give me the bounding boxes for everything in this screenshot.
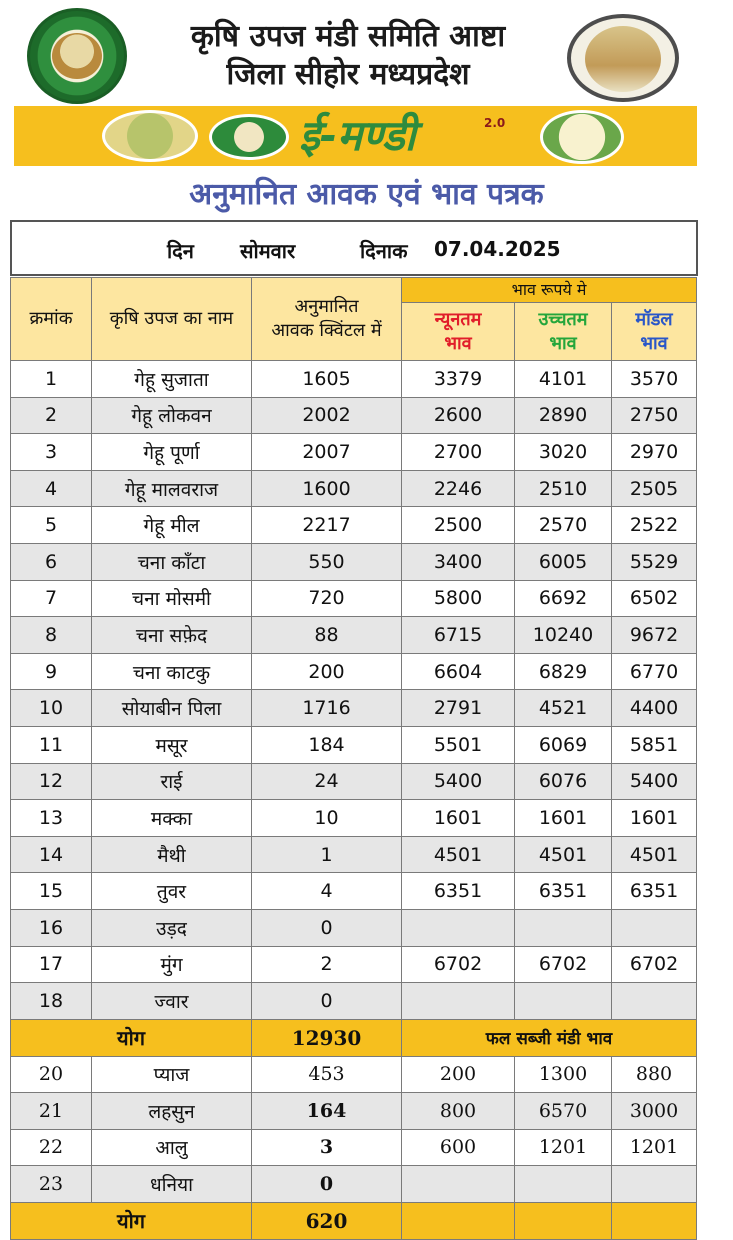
state-map-logo xyxy=(102,110,198,162)
model-rate-cell: 3570 xyxy=(612,361,697,398)
max-rate-cell: 4521 xyxy=(515,690,612,727)
max-rate-cell: 1201 xyxy=(515,1129,612,1166)
model-rate-cell: 5851 xyxy=(612,726,697,763)
crop-name-cell: गेहू लोकवन xyxy=(92,397,252,434)
serial-cell: 5 xyxy=(11,507,92,544)
table-row xyxy=(11,470,697,507)
arrival-cell: 1600 xyxy=(252,470,402,507)
serial-cell: 17 xyxy=(11,946,92,983)
arrival-cell: 720 xyxy=(252,580,402,617)
model-rate-cell: 1601 xyxy=(612,800,697,837)
model-rate-cell: 5400 xyxy=(612,763,697,800)
crop-name-cell: मुंग xyxy=(92,946,252,983)
page-header xyxy=(0,0,733,105)
table-row xyxy=(11,1166,697,1203)
veg-total-empty xyxy=(515,1202,612,1239)
header-model-line2: भाव xyxy=(640,332,668,354)
serial-cell: 22 xyxy=(11,1129,92,1166)
table-row xyxy=(11,690,697,727)
serial-cell: 10 xyxy=(11,690,92,727)
veg-total-empty xyxy=(612,1202,697,1239)
table-row xyxy=(11,434,697,471)
min-rate-cell: 2700 xyxy=(402,434,515,471)
crop-name-cell: गेहू मील xyxy=(92,507,252,544)
sheet-subtitle: अनुमानित आवक एवं भाव पत्रक xyxy=(189,177,544,212)
vegetable-rows xyxy=(11,1056,697,1202)
min-rate-cell: 200 xyxy=(402,1056,515,1093)
model-rate-cell: 2750 xyxy=(612,397,697,434)
header-rates: भाव रूपये मे xyxy=(402,278,697,303)
crop-name-cell: प्याज xyxy=(92,1056,252,1093)
model-rate-cell: 5529 xyxy=(612,543,697,580)
arrival-cell: 550 xyxy=(252,543,402,580)
price-table xyxy=(10,277,697,1240)
crop-total-row xyxy=(11,1019,697,1056)
date-label: दिनाक xyxy=(360,239,408,263)
min-rate-cell: 800 xyxy=(402,1093,515,1130)
max-rate-cell: 3020 xyxy=(515,434,612,471)
max-rate-cell: 2570 xyxy=(515,507,612,544)
table-row xyxy=(11,543,697,580)
max-rate-cell: 6351 xyxy=(515,873,612,910)
arrival-cell: 200 xyxy=(252,653,402,690)
serial-cell: 16 xyxy=(11,909,92,946)
serial-cell: 1 xyxy=(11,361,92,398)
crop-total-section xyxy=(11,1019,697,1056)
model-rate-cell: 2522 xyxy=(612,507,697,544)
serial-cell: 18 xyxy=(11,983,92,1020)
arrival-cell: 4 xyxy=(252,873,402,910)
arrival-cell: 2007 xyxy=(252,434,402,471)
crop-name-cell: आलु xyxy=(92,1129,252,1166)
crop-name-cell: ज्वार xyxy=(92,983,252,1020)
crop-name-cell: सोयाबीन पिला xyxy=(92,690,252,727)
crop-name-cell: चना सफ़ेद xyxy=(92,617,252,654)
table-row xyxy=(11,653,697,690)
max-rate-cell: 4101 xyxy=(515,361,612,398)
min-rate-cell: 6715 xyxy=(402,617,515,654)
min-rate-cell: 3400 xyxy=(402,543,515,580)
emandi-version: 2.0 xyxy=(484,116,506,130)
arrival-cell: 1 xyxy=(252,836,402,873)
header-serial: क्रमांक xyxy=(11,278,92,361)
table-row xyxy=(11,873,697,910)
veg-total-row xyxy=(11,1202,697,1239)
model-rate-cell: 880 xyxy=(612,1056,697,1093)
crop-name-cell: चना काटकु xyxy=(92,653,252,690)
crop-name-cell: लहसुन xyxy=(92,1093,252,1130)
arrival-cell: 2 xyxy=(252,946,402,983)
max-rate-cell: 6570 xyxy=(515,1093,612,1130)
header-arrival-line2: आवक क्विंटल में xyxy=(271,320,382,341)
crop-name-cell: चना काँटा xyxy=(92,543,252,580)
header-model-rate xyxy=(612,303,697,361)
model-rate-cell: 6351 xyxy=(612,873,697,910)
model-rate-cell: 3000 xyxy=(612,1093,697,1130)
table-row xyxy=(11,361,697,398)
header-model-line1: मॉडल xyxy=(635,308,673,330)
veg-total-label: योग xyxy=(11,1202,252,1239)
model-rate-cell: 6770 xyxy=(612,653,697,690)
date-value: 07.04.2025 xyxy=(434,237,561,261)
arrival-cell: 453 xyxy=(252,1056,402,1093)
model-rate-cell: 4400 xyxy=(612,690,697,727)
min-rate-cell: 6351 xyxy=(402,873,515,910)
veg-total-empty xyxy=(402,1202,515,1239)
crop-name-cell: मसूर xyxy=(92,726,252,763)
max-rate-cell: 6076 xyxy=(515,763,612,800)
crop-total-value: 12930 xyxy=(252,1019,402,1056)
arrival-cell: 2217 xyxy=(252,507,402,544)
header-arrival xyxy=(252,278,402,361)
min-rate-cell: 4501 xyxy=(402,836,515,873)
serial-cell: 13 xyxy=(11,800,92,837)
fair-logo xyxy=(540,110,624,164)
model-rate-cell: 6502 xyxy=(612,580,697,617)
min-rate-cell: 5800 xyxy=(402,580,515,617)
max-rate-cell xyxy=(515,983,612,1020)
header-max-line2: भाव xyxy=(549,332,577,354)
crop-rows xyxy=(11,361,697,1020)
min-rate-cell: 5400 xyxy=(402,763,515,800)
serial-cell: 2 xyxy=(11,397,92,434)
arrival-cell: 24 xyxy=(252,763,402,800)
max-rate-cell xyxy=(515,909,612,946)
max-rate-cell: 6829 xyxy=(515,653,612,690)
arrival-cell: 1605 xyxy=(252,361,402,398)
table-row xyxy=(11,726,697,763)
table-row xyxy=(11,763,697,800)
arrival-cell: 164 xyxy=(252,1093,402,1130)
serial-cell: 3 xyxy=(11,434,92,471)
board-seal-logo xyxy=(209,114,289,160)
table-row xyxy=(11,1056,697,1093)
mandi-board-logo xyxy=(27,8,127,104)
crop-name-cell: मैथी xyxy=(92,836,252,873)
model-rate-cell xyxy=(612,983,697,1020)
max-rate-cell: 6005 xyxy=(515,543,612,580)
header-min-line1: न्यूनतम xyxy=(434,308,482,330)
model-rate-cell: 2505 xyxy=(612,470,697,507)
table-row xyxy=(11,946,697,983)
min-rate-cell: 2500 xyxy=(402,507,515,544)
max-rate-cell: 1601 xyxy=(515,800,612,837)
emandi-logo-text: ई-मण्डी xyxy=(299,111,416,160)
max-rate-cell: 1300 xyxy=(515,1056,612,1093)
veg-total-value: 620 xyxy=(252,1202,402,1239)
model-rate-cell: 4501 xyxy=(612,836,697,873)
max-rate-cell: 6069 xyxy=(515,726,612,763)
veg-total-section xyxy=(11,1202,697,1239)
max-rate-cell: 4501 xyxy=(515,836,612,873)
serial-cell: 15 xyxy=(11,873,92,910)
arrival-cell: 0 xyxy=(252,909,402,946)
serial-cell: 21 xyxy=(11,1093,92,1130)
crop-name-cell: धनिया xyxy=(92,1166,252,1203)
day-value: सोमवार xyxy=(240,239,296,263)
crop-name-cell: उड़द xyxy=(92,909,252,946)
table-row xyxy=(11,983,697,1020)
table-row xyxy=(11,909,697,946)
header-max-rate xyxy=(515,303,612,361)
model-rate-cell: 1201 xyxy=(612,1129,697,1166)
serial-cell: 14 xyxy=(11,836,92,873)
model-rate-cell: 6702 xyxy=(612,946,697,983)
arrival-cell: 88 xyxy=(252,617,402,654)
serial-cell: 8 xyxy=(11,617,92,654)
serial-cell: 6 xyxy=(11,543,92,580)
max-rate-cell: 2890 xyxy=(515,397,612,434)
model-rate-cell xyxy=(612,909,697,946)
district-title: जिला सीहोर मध्यप्रदेश xyxy=(226,57,470,92)
crop-name-cell: गेहू सुजाता xyxy=(92,361,252,398)
serial-cell: 7 xyxy=(11,580,92,617)
committee-title: कृषि उपज मंडी समिति आष्टा xyxy=(190,19,506,54)
arrival-cell: 1716 xyxy=(252,690,402,727)
arrival-cell: 3 xyxy=(252,1129,402,1166)
crop-name-cell: गेहू पूर्णा xyxy=(92,434,252,471)
serial-cell: 20 xyxy=(11,1056,92,1093)
crop-name-cell: चना मोसमी xyxy=(92,580,252,617)
min-rate-cell: 2600 xyxy=(402,397,515,434)
crop-total-label: योग xyxy=(11,1019,252,1056)
portrait-photo xyxy=(585,26,661,92)
model-rate-cell: 9672 xyxy=(612,617,697,654)
min-rate-cell: 2246 xyxy=(402,470,515,507)
max-rate-cell: 6692 xyxy=(515,580,612,617)
min-rate-cell: 5501 xyxy=(402,726,515,763)
header-min-line2: भाव xyxy=(444,332,472,354)
table-row xyxy=(11,507,697,544)
model-rate-cell xyxy=(612,1166,697,1203)
serial-cell: 12 xyxy=(11,763,92,800)
day-label: दिन xyxy=(167,239,194,263)
serial-cell: 4 xyxy=(11,470,92,507)
max-rate-cell: 2510 xyxy=(515,470,612,507)
min-rate-cell: 2791 xyxy=(402,690,515,727)
min-rate-cell: 1601 xyxy=(402,800,515,837)
max-rate-cell xyxy=(515,1166,612,1203)
table-row xyxy=(11,580,697,617)
max-rate-cell: 10240 xyxy=(515,617,612,654)
fruit-veg-title: फल सब्जी मंडी भाव xyxy=(402,1019,697,1056)
arrival-cell: 0 xyxy=(252,1166,402,1203)
arrival-cell: 2002 xyxy=(252,397,402,434)
min-rate-cell xyxy=(402,983,515,1020)
min-rate-cell xyxy=(402,909,515,946)
arrival-cell: 0 xyxy=(252,983,402,1020)
min-rate-cell: 3379 xyxy=(402,361,515,398)
crop-name-cell: गेहू मालवराज xyxy=(92,470,252,507)
logo-emblem xyxy=(52,33,102,79)
crop-name-cell: राई xyxy=(92,763,252,800)
min-rate-cell: 6604 xyxy=(402,653,515,690)
min-rate-cell: 600 xyxy=(402,1129,515,1166)
header-max-line1: उच्चतम xyxy=(538,308,588,330)
portrait-logo xyxy=(567,14,679,102)
max-rate-cell: 6702 xyxy=(515,946,612,983)
table-row xyxy=(11,617,697,654)
model-rate-cell: 2970 xyxy=(612,434,697,471)
arrival-cell: 184 xyxy=(252,726,402,763)
crop-name-cell: तुवर xyxy=(92,873,252,910)
min-rate-cell xyxy=(402,1166,515,1203)
min-rate-cell: 6702 xyxy=(402,946,515,983)
table-row xyxy=(11,836,697,873)
crop-name-cell: मक्का xyxy=(92,800,252,837)
table-row xyxy=(11,1129,697,1166)
serial-cell: 11 xyxy=(11,726,92,763)
header-min-rate xyxy=(402,303,515,361)
header-arrival-line1: अनुमानित xyxy=(294,296,359,317)
serial-cell: 23 xyxy=(11,1166,92,1203)
day-date-bar xyxy=(10,220,698,276)
table-row xyxy=(11,800,697,837)
table-row xyxy=(11,397,697,434)
arrival-cell: 10 xyxy=(252,800,402,837)
table-row xyxy=(11,1093,697,1130)
header-crop-name: कृषि उपज का नाम xyxy=(92,278,252,361)
emandi-banner xyxy=(14,106,697,166)
serial-cell: 9 xyxy=(11,653,92,690)
